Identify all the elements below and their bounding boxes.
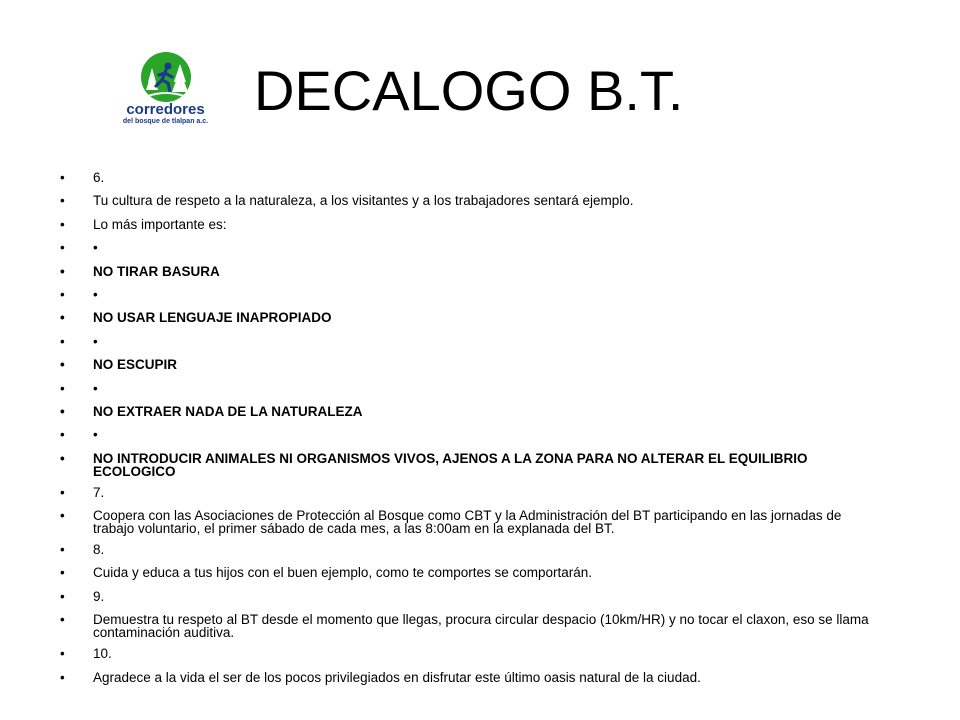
slide-title: DECALOGO B.T.: [254, 59, 684, 122]
logo-name: corredores: [126, 101, 205, 118]
logo-subtitle: del bosque de tlalpan a.c.: [122, 118, 209, 125]
list-item: • •: [60, 428, 880, 441]
list-item: • •: [60, 241, 880, 254]
list-item: • •: [60, 335, 880, 348]
list-item: • 9.: [60, 590, 880, 603]
list-item: • NO INTRODUCIR ANIMALES NI ORGANISMOS VIVOS, AJENOS A LA ZONA PARA NO ALTERAR EL EQUILIBRIO ECOLOGICO: [60, 452, 880, 478]
bullet-list: [60, 171, 880, 694]
list-item: • •: [60, 288, 880, 301]
list-item: • NO USAR LENGUAJE INAPROPIADO: [60, 311, 880, 324]
list-item: • Demuestra tu respeto al BT desde el momento que llegas, procura circular despacio (10km/HR) y no tocar el claxon, eso se llama contaminación auditiva.: [60, 613, 880, 639]
list-item: • NO ESCUPIR: [60, 358, 880, 371]
list-item: • Tu cultura de respeto a la naturaleza, a los visitantes y a los trabajadores sentará ejemplo.: [60, 194, 880, 207]
list-item: • 10.: [60, 647, 880, 660]
runner-in-forest-icon: [108, 50, 223, 102]
list-item: • Agradece a la vida el ser de los pocos privilegiados en disfrutar este último oasis natural de la ciudad.: [60, 671, 880, 684]
list-item: • Coopera con las Asociaciones de Protección al Bosque como CBT y la Administración del BT participando en las jornadas de trabajo voluntario, el primer sábado de cada mes, a las 8:00am en la explanada del BT.: [60, 509, 880, 535]
list-item: • 6.: [60, 171, 880, 184]
list-item: • 7.: [60, 486, 880, 499]
list-item: • 8.: [60, 543, 880, 556]
list-item: • NO EXTRAER NADA DE LA NATURALEZA: [60, 405, 880, 418]
list-item: • Cuida y educa a tus hijos con el buen ejemplo, como te comportes se comportarán.: [60, 566, 880, 579]
list-item: • NO TIRAR BASURA: [60, 265, 880, 278]
list-item: • Lo más importante es:: [60, 218, 880, 231]
logo: [108, 50, 223, 130]
list-item: • •: [60, 382, 880, 395]
